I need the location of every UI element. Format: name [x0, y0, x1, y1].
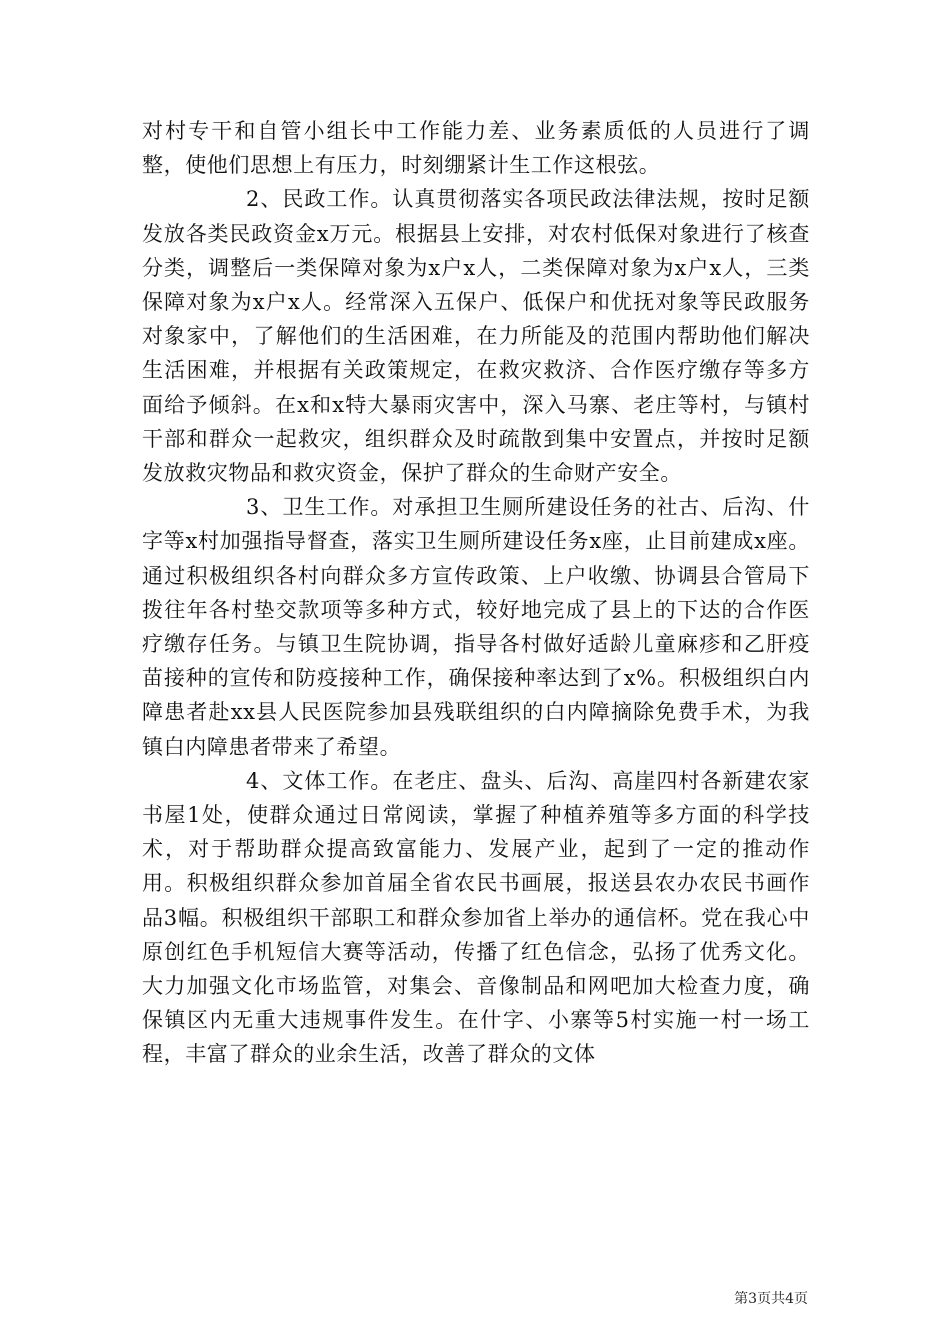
- page-number-footer: 第3页共4页: [734, 1291, 808, 1307]
- paragraph-culture-sports: 4、文体工作。在老庄、盘头、后沟、高崖四村各新建农家书屋1处，使群众通过日常阅读，掌握了种植养殖等多方面的科学技术，对于帮助群众提高致富能力、发展产业，起到了一定的推动作用。积极组织群众参加首届全省农民书画展，报送县农办农民书画作品3幅。积极组织干部职工和群众参加省上举办的通信杯。党在我心中原创红色手机短信大赛等活动，传播了红色信念，弘扬了优秀文化。大力加强文化市场监管，对集会、音像制品和网吧加大检查力度，确保镇区内无重大违规事件发生。在什字、小寨等5村实施一村一场工程，丰富了群众的业余生活，改善了群众的文体: [142, 768, 810, 1067]
- paragraph-civil-affairs: 2、民政工作。认真贯彻落实各项民政法律法规，按时足额发放各类民政资金x万元。根据县上安排，对农村低保对象进行了核查分类，调整后一类保障对象为x户x人，二类保障对象为x户x人，三类保障对象为x户x人。经常深入五保户、低保户和优抚对象等民政服务对象家中，了解他们的生活困难，在力所能及的范围内帮助他们解决生活困难，并根据有关政策规定，在救灾救济、合作医疗缴存等多方面给予倾斜。在x和x特大暴雨灾害中，深入马寨、老庄等村，与镇村干部和群众一起救灾，组织群众及时疏散到集中安置点，并按时足额发放救灾物品和救灾资金，保护了群众的生命财产安全。: [142, 187, 810, 486]
- paragraph-family-planning-continued: 对村专干和自管小组长中工作能力差、业务素质低的人员进行了调整，使他们思想上有压力，时刻绷紧计生工作这根弦。: [142, 119, 810, 178]
- paragraph-health-work: 3、卫生工作。对承担卫生厕所建设任务的社古、后沟、什字等x村加强指导督查，落实卫生厕所建设任务x座，止目前建成x座。通过积极组织各村向群众多方宣传政策、上户收缴、协调县合管局下拨往年各村垫交款项等多种方式，较好地完成了县上的下达的合作医疗缴存任务。与镇卫生院协调，指导各村做好适龄儿童麻疹和乙肝疫苗接种的宣传和防疫接种工作，确保接种率达到了x%。积极组织白内障患者赴xx县人民医院参加县残联组织的白内障摘除免费手术，为我镇白内障患者带来了希望。: [142, 495, 810, 759]
- document-body: [142, 114, 810, 1072]
